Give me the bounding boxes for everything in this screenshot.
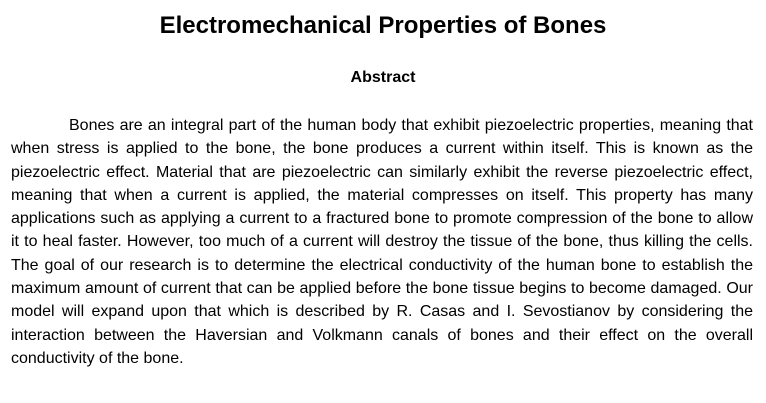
- abstract-paragraph: Bones are an integral part of the human body that exhibit piezoelectric properties, meaning that when stress is applied to the bone, the bone produces a current within itself. This is known as the piezoelectric effect. Material that are piezoelectric can similarly exhibit the reverse piezoelectric effect, meaning that when a current is applied, the material compresses on itself. This property has many applications such as applying a current to a fractured bone to promote compression of the bone to allow it to heal faster. However, too much of a current will destroy the tissue of the bone, thus killing the cells. The goal of our research is to determine the electrical conductivity of the human bone to establish the maximum amount of current that can be applied before the bone tissue begins to become damaged. Our model will expand upon that which is described by R. Casas and I. Sevostianov by considering the interaction between the Haversian and Volkmann canals of bones and their effect on the overall conductivity of the bone.: [11, 117, 753, 367]
- abstract-heading: Abstract: [350, 69, 416, 86]
- paper-title: Electromechanical Properties of Bones: [159, 12, 607, 39]
